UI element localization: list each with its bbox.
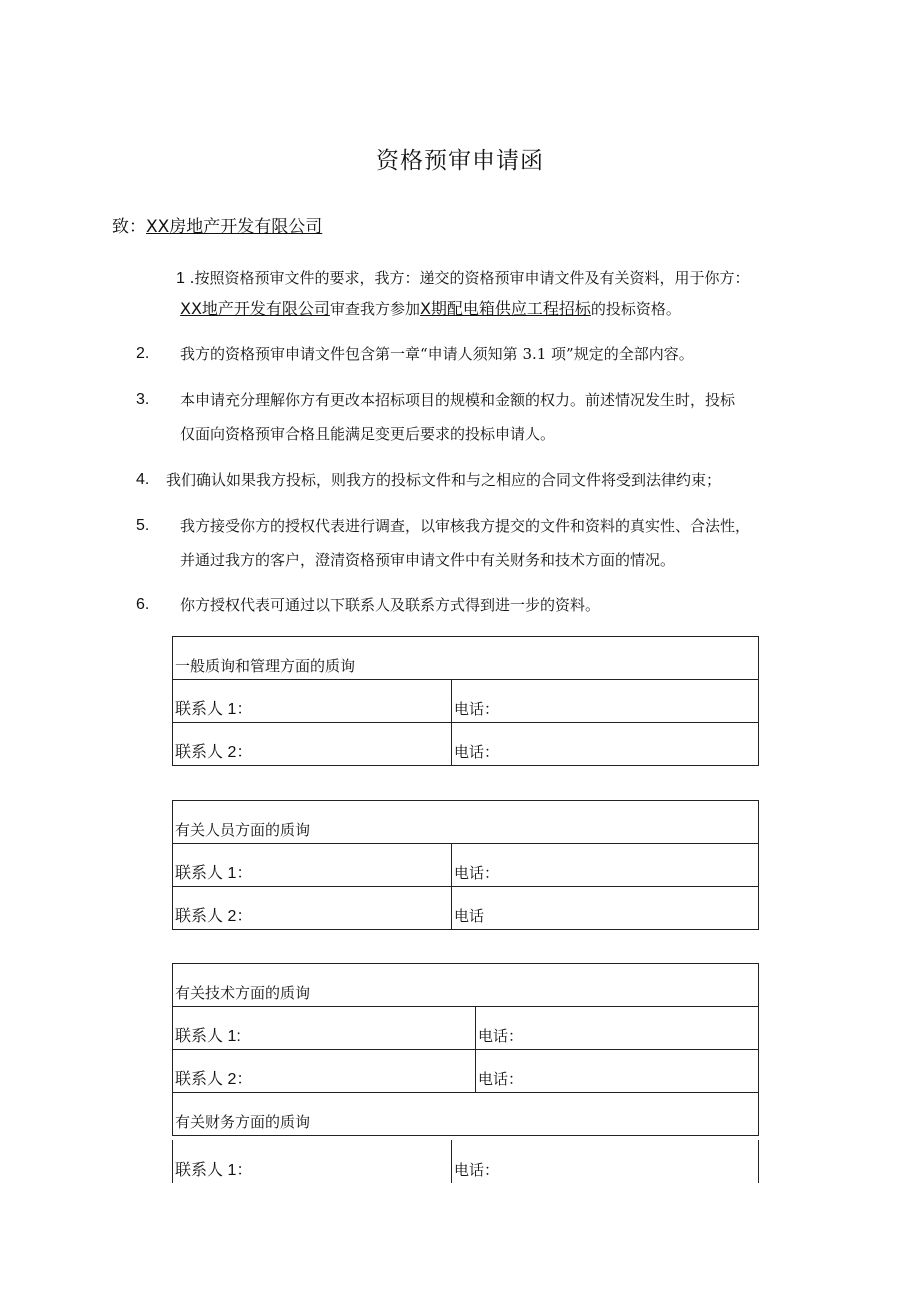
contact-label: 联系人 2： (173, 1050, 476, 1093)
phone-label: 电话： (452, 844, 759, 887)
phone-label: 电话 (452, 887, 759, 930)
contact-table-finance (172, 1140, 759, 1183)
table-heading: 有关人员方面的质询 (173, 801, 759, 844)
phone-label: 电话： (452, 1140, 759, 1183)
paragraph-1-mid: 审查我方参加 (329, 300, 420, 318)
addressee (112, 212, 322, 237)
phone-label: 电话： (452, 680, 759, 723)
contact-label: 联系人 1： (173, 680, 452, 723)
paragraph-1-project: X期配电箱供应工程招标 (419, 299, 591, 318)
paragraph-1-text: .按照资格预审文件的要求，我方：递交的资格预审申请文件及有关资料，用于你方： (184, 269, 750, 287)
paragraph-6-text: 你方授权代表可通过以下联系人及联系方式得到进一步的资料。 (180, 596, 601, 614)
contact-label: 联系人 2： (173, 723, 452, 766)
table-heading: 有关技术方面的质询 (173, 964, 759, 1007)
paragraph-3-line-1: 本申请充分理解你方有更改本招标项目的规模和金额的权力。前述情况发生时，投标 (180, 391, 736, 409)
table-heading: 一般质询和管理方面的质询 (173, 637, 759, 680)
paragraph-3-line-2: 仅面向资格预审合格且能满足变更后要求的投标申请人。 (180, 425, 556, 443)
paragraph-5-number: 5. (136, 517, 150, 534)
contact-table-general (172, 636, 759, 766)
paragraph-5-line-1: 我方接受你方的授权代表进行调查，以审核我方提交的文件和资料的真实性、合法性， (180, 517, 751, 535)
paragraph-1-company: XX地产开发有限公司 (180, 299, 330, 318)
paragraph-2-text: 我方的资格预审申请文件包含第一章“申请人须知第 3.1 项”规定的全部内容。 (180, 345, 694, 363)
addressee-company: XX房地产开发有限公司 (146, 217, 323, 237)
contact-table-technical (172, 963, 759, 1136)
contact-label: 联系人 2： (173, 887, 452, 930)
paragraph-6-number: 6. (136, 596, 150, 613)
phone-label: 电话： (452, 723, 759, 766)
contact-label: 联系人 1： (173, 1140, 452, 1183)
table-heading-finance: 有关财务方面的质询 (173, 1093, 759, 1136)
contact-label: 联系人 1: (173, 1007, 476, 1050)
paragraph-1-end: 的投标资格。 (590, 300, 681, 318)
contact-label: 联系人 1： (173, 844, 452, 887)
paragraph-1-line-1 (176, 261, 856, 296)
contact-table-personnel (172, 800, 759, 930)
paragraph-3-number: 3. (136, 391, 150, 408)
paragraph-2-number: 2. (136, 345, 150, 362)
phone-label: 电话： (476, 1050, 759, 1093)
paragraph-4-number: 4. (136, 471, 150, 488)
paragraph-4-text: 我们确认如果我方投标，则我方的投标文件和与之相应的合同文件将受到法律约束； (166, 471, 722, 489)
page-title: 资格预审申请函 (376, 148, 544, 174)
paragraph-1-number: 1 (176, 270, 185, 287)
addressee-prefix: 致： (112, 217, 146, 237)
phone-label: 电话： (476, 1007, 759, 1050)
paragraph-5-line-2: 并通过我方的客户，澄清资格预审申请文件中有关财务和技术方面的情况。 (180, 551, 676, 569)
paragraph-1-line-2 (180, 292, 860, 326)
